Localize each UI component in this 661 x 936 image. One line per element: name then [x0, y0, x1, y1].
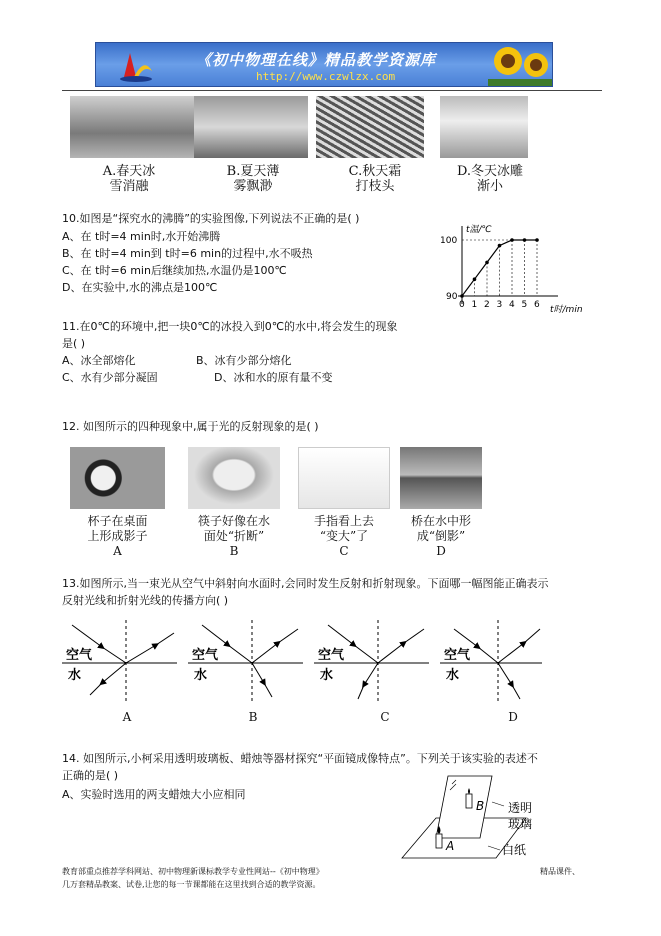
q12-caption-a: 杯子在桌面 上形成影子 A — [87, 514, 148, 558]
q11-option-a: A、冰全部熔化 — [62, 354, 136, 367]
y-tick-label: 100 — [440, 236, 458, 246]
data-point — [460, 294, 464, 298]
q13-stem: 13.如图所示,当一束光从空气中斜射向水面时,会同时发生反射和折射现象。下面哪一幅图能正确表示 — [62, 577, 549, 590]
chart-xlabel: t时/min — [550, 305, 583, 315]
header-title: 《初中物理在线》精品教学资源库 — [196, 51, 437, 69]
q10-option-c: C、在 t时=6 min后继续加热,水温仍是100℃ — [62, 264, 287, 277]
y-tick-label: 90 — [446, 292, 458, 302]
q10-option-a: A、在 t时=4 min时,水开始沸腾 — [62, 230, 221, 243]
q14-stem: 14. 如图所示,小柯采用透明玻璃板、蜡烛等器材探究“平面镜成像特点”。下列关于该实验的表述不 — [62, 752, 538, 765]
q13-stem-cont: 反射光线和折射光线的传播方向( ) — [62, 594, 229, 607]
sunflower-icon — [488, 43, 553, 87]
light-ray-diagrams — [62, 615, 542, 705]
photo-cup-shadow — [70, 447, 165, 509]
q12-caption-d: 桥在水中形 成“倒影” D — [410, 514, 471, 558]
fig-label-a: A — [446, 839, 455, 853]
q11-stem-cont: 是( ) — [62, 337, 86, 350]
q13-letter-a: A — [122, 710, 132, 724]
q14-option-a: A、实验时选用的两支蜡烛大小应相同 — [62, 788, 246, 801]
q10-stem: 10.如图是“探究水的沸腾”的实验图像,下列说法不正确的是( ) — [62, 212, 360, 225]
mirror-experiment-figure — [396, 768, 566, 864]
footer-line-2: 几万套精品教案、试卷,让您的每一节课都能在这里找到合适的教学资源。 — [62, 880, 321, 889]
label-air-a: 空气 — [66, 648, 93, 663]
label-water-c: 水 — [320, 668, 334, 683]
season-caption-b: B.夏天薄 雾飘渺 — [226, 164, 280, 194]
header-rule — [62, 90, 602, 91]
label-water-d: 水 — [446, 668, 460, 683]
photo-bridge-reflection — [400, 447, 482, 509]
temperature-line — [462, 240, 537, 296]
x-tick-label: 1 — [471, 300, 478, 310]
data-point — [498, 244, 502, 248]
photo-chopsticks-bowl — [188, 447, 280, 509]
photo-summer-fog — [194, 96, 308, 158]
label-air-b: 空气 — [192, 648, 219, 663]
label-water-a: 水 — [68, 668, 82, 683]
header-banner — [95, 42, 553, 87]
season-caption-a: A.春天冰 雪消融 — [102, 164, 156, 194]
q11-stem: 11.在0℃的环境中,把一块0℃的冰投入到0℃的水中,将会发生的现象 — [62, 320, 398, 333]
label-water-b: 水 — [194, 668, 208, 683]
q11-option-b: B、冰有少部分熔化 — [196, 354, 292, 367]
fig-label-b: B — [476, 799, 485, 813]
data-point — [535, 238, 539, 242]
footer-line-1-right: 精品课件、 — [540, 867, 580, 876]
candle-b-icon — [466, 794, 472, 808]
x-tick-label: 5 — [521, 300, 528, 310]
data-point — [473, 277, 477, 281]
q13-letter-c: C — [380, 710, 390, 724]
q11-option-d: D、冰和水的原有量不变 — [214, 371, 333, 384]
q12-stem: 12. 如图所示的四种现象中,属于光的反射现象的是( ) — [62, 420, 319, 433]
photo-magnifier-finger — [298, 447, 390, 509]
label-air-d: 空气 — [444, 648, 471, 663]
q14-stem-cont: 正确的是( ) — [62, 769, 119, 782]
photo-spring-ice — [70, 96, 196, 158]
x-tick-label: 3 — [496, 300, 503, 310]
q12-caption-b: 筷子好像在水 面处“折断” B — [197, 514, 270, 558]
q10-option-b: B、在 t时=4 min到 t时=6 min的过程中,水不吸热 — [62, 247, 313, 260]
label-air-c: 空气 — [318, 648, 345, 663]
photo-winter-sculpture — [440, 96, 528, 158]
q11-option-c: C、水有少部分凝固 — [62, 371, 158, 384]
data-point — [485, 261, 489, 265]
header-url: http://www.czwlzx.com — [256, 70, 396, 83]
x-tick-label: 2 — [484, 300, 490, 310]
boiling-chart — [430, 218, 590, 318]
fig-label-glass-2: 玻璃 — [508, 817, 533, 831]
chart-ylabel: t温/℃ — [466, 225, 492, 235]
q12-caption-c: 手指看上去 “变大”了 C — [313, 514, 374, 558]
season-caption-d: D.冬天冰雕 渐小 — [456, 164, 524, 194]
candle-a-icon — [436, 834, 442, 848]
footer-line-1: 教育部重点推荐学科网站、初中物理新课标教学专业性网站--《初中物理》 — [62, 867, 324, 876]
photo-autumn-frost — [316, 96, 424, 158]
q13-letter-d: D — [508, 710, 518, 724]
x-tick-label: 4 — [509, 300, 515, 310]
x-tick-label: 0 — [459, 300, 465, 310]
season-caption-c: C.秋天霜 打枝头 — [348, 164, 402, 194]
q10-option-d: D、在实验中,水的沸点是100℃ — [62, 281, 218, 294]
q13-letter-b: B — [248, 710, 258, 724]
data-point — [523, 238, 527, 242]
logo-icon — [116, 47, 156, 85]
fig-label-glass-1: 透明 — [508, 801, 533, 815]
fig-label-paper: 白纸 — [502, 843, 527, 857]
x-tick-label: 6 — [534, 300, 540, 310]
